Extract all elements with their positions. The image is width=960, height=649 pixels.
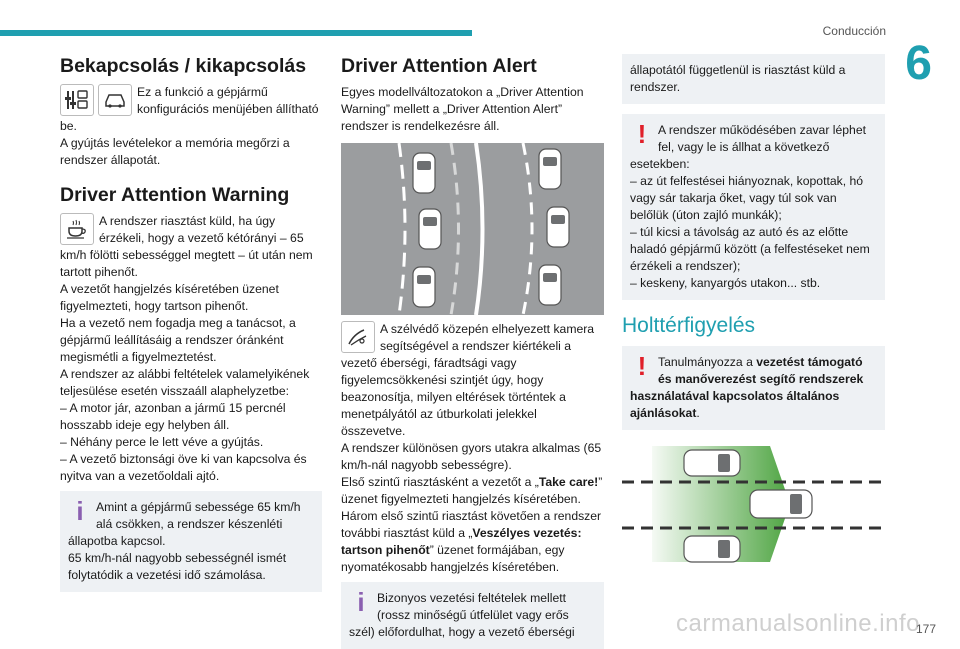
daw-text-7: – A vezető biztonsági öve ki van kapcsolva és nyitva van a vezetőoldali ajtó. — [60, 452, 307, 483]
page-number: 177 — [915, 622, 936, 636]
daa-intro: Egyes modellváltozatokon a „Driver Attention Warning” mellett a „Driver Attention Alert” rendszer is rendelkezésre áll. — [341, 85, 584, 133]
warning-item-3: – keskeny, kanyargós utakon... stb. — [630, 276, 821, 290]
header-accent-bar — [0, 30, 472, 36]
take-care-message: Take care! — [538, 475, 599, 489]
recommendation-pre: Tanulmányozza a — [658, 355, 757, 369]
car-icon — [98, 84, 132, 116]
second-alert-pre: Három első szintű riasztást követően a rendszer további riasztást küld a „ — [341, 509, 602, 540]
info-icon: i — [357, 587, 365, 617]
section-title-daw: Driver Attention Warning — [60, 184, 290, 206]
second-alert-post: ” üzenet formájában, egy nyomatékosabb hangjelzés kíséretében. — [341, 543, 565, 574]
warning-icon: ! — [637, 351, 647, 381]
dangerous-driving-message: Veszélyes vezetés: tartson pihenőt — [341, 526, 582, 557]
column-2 — [341, 54, 604, 649]
camera-icon-wrap — [341, 321, 375, 353]
section-title-blind-spot: Holttérfigyelés — [622, 314, 756, 337]
blind-spot-illustration — [622, 444, 885, 574]
chapter-number: 6 — [905, 37, 932, 90]
warning-item-1: – az út felfestései hiányoznak, kopottak, hó vagy sár takarja őket, vagy túl sok van belőlük (úton zajló munkák); — [630, 174, 864, 222]
daw-text-5: – A motor jár, azonban a jármű 15 percnél hosszabb ideje egy helyben áll. — [60, 401, 286, 432]
info-note-conditions-text: Bizonyos vezetési feltételek mellett (rossz minőségű útfelület vagy erős szél) előfordulhat, hogy a vezető éberségi — [349, 591, 575, 639]
daw-text-4: A rendszer az alábbi feltételek valamelyikének teljesülése esetén visszaáll alaphelyzetbe: — [60, 367, 310, 398]
camera-text: A szélvédő közepén elhelyezett kamera segítségével a rendszer kiértékeli a vezető éberségi, fáradtsági vagy figyelemcsökkenési szintjét úgy, hogy beazonosítja, milyen eltérések történtek a menetpályától az útburkolati jelekkel összevetve. — [341, 322, 595, 438]
daw-text-3: Ha a vezető nem fogadja meg a tanácsot, a gépjármű leállításáig a rendszer óránként megismétli a figyelmeztetést. — [60, 316, 296, 364]
warning-item-2: – túl kicsi a távolság az autó és az előtte haladó gépjármű között (a felfestéseket nem érzékeli a rendszer); — [630, 225, 870, 273]
column-3 — [622, 54, 885, 574]
first-alert-pre: Első szintű riasztásként a vezetőt a „ — [341, 475, 539, 489]
daw-text-2: A vezetőt hangjelzés kíséretében üzenet figyelmezteti, hogy tartson pihenőt. — [60, 282, 279, 313]
recommendation-text — [630, 351, 877, 422]
info-icon: i — [76, 496, 84, 526]
daw-icon-wrap — [60, 213, 94, 245]
first-alert-post: ” üzenet figyelmezteti hangjelzés kíséretében. — [341, 475, 603, 506]
info-note-conditions — [341, 582, 604, 649]
settings-menu-icon — [60, 84, 94, 116]
section-title-daa: Driver Attention Alert — [341, 55, 537, 77]
column-1 — [60, 54, 322, 592]
config-icons — [60, 84, 132, 116]
fast-road-text: A rendszer különösen gyors utakra alkalmas (65 km/h-nál nagyobb sebességre). — [341, 441, 602, 472]
second-alert-text — [341, 508, 604, 576]
section-title-activation: Bekapcsolás / kikapcsolás — [60, 55, 307, 77]
daw-text-6: – Néhány perce le lett véve a gyújtás. — [60, 435, 264, 449]
steering-camera-icon — [341, 321, 375, 353]
warning-icon: ! — [637, 119, 647, 149]
coffee-cup-icon — [60, 213, 94, 245]
first-alert-text — [341, 474, 604, 508]
warning-note-malfunction — [622, 114, 885, 300]
watermark: carmanualsonline.info — [676, 610, 920, 637]
daw-text-1: A rendszer riasztást küld, ha úgy érzékeli, hogy a vezető kétórányi – 65 km/h fölötti sebességgel megtett – út után nem tartott pihenőt. — [60, 214, 313, 279]
memory-text: A gyújtás levételekor a memória megőrzi a rendszer állapotát. — [60, 136, 290, 167]
recommendation-post: . — [696, 406, 700, 420]
header-title: Conducción — [822, 24, 886, 38]
warning-intro: A rendszer működésében zavar léphet fel, vagy le is állhat a következő esetekben: — [630, 123, 866, 171]
activation-text: Ez a funkció a gépjármű konfigurációs menüjében állítható be. — [60, 85, 319, 133]
warning-note-recommendations — [622, 346, 885, 430]
info-note-continued — [622, 54, 885, 104]
info-note-text-2: 65 km/h-nál nagyobb sebességnél ismét folytatódik a vezetési idő számolása. — [68, 551, 287, 582]
recommendation-bold: vezetést támogató és manőverezést segítő rendszerek használatával kapcsolatos általános ajánlásokat — [630, 355, 864, 420]
lane-departure-illustration — [341, 143, 604, 315]
info-note-continued-text: állapotától függetlenül is riasztást küld a rendszer. — [630, 63, 846, 94]
info-note-text-1: Amint a gépjármű sebessége 65 km/h alá csökken, a rendszer készenléti állapotba kapcsol. — [68, 500, 301, 548]
info-note-speed — [60, 491, 322, 592]
